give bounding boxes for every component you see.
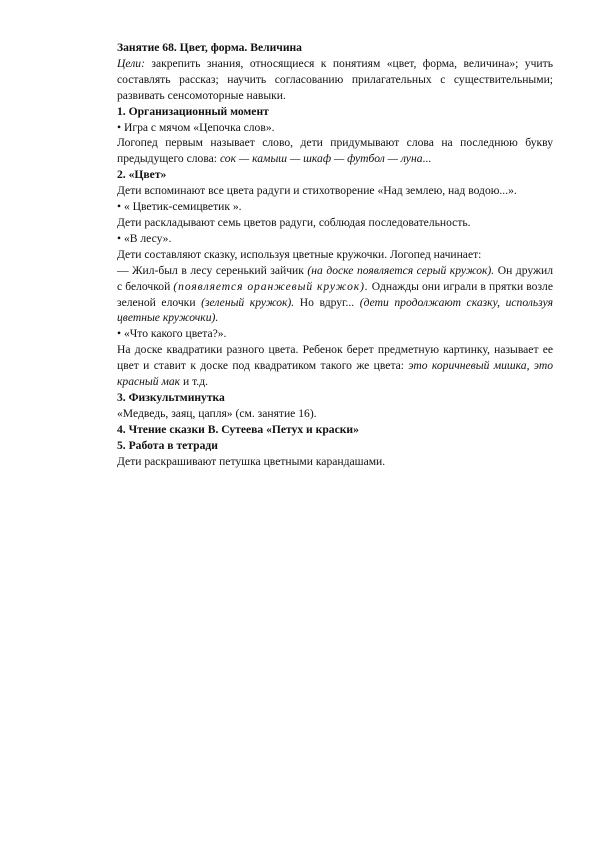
section2-text4: На доске квадратики разного цвета. Ребенок берет предметную картинку, называет ее цвет и ставит к доске под квадратиком такого же цвета:	[117, 343, 553, 373]
section2-text2: Дети раскладывают семь цветов радуги, соблюдая последовательность.	[117, 215, 471, 229]
section5-heading: 5. Работа в тетради	[117, 438, 218, 452]
goals-text: закрепить знания, относящиеся к понятиям «цвет, форма, величина»; учить составлять рассказ; научить согласованию прилагательных с существительными; развивать сенсомоторные навыки.	[117, 56, 553, 102]
goals-label: Цели:	[117, 56, 145, 70]
story-d: (появляется оранжевый кружок).	[173, 279, 369, 293]
lesson-title: Занятие 68. Цвет, форма. Величина	[117, 41, 302, 54]
section1-text: Логопед первым называет слово, дети придумывают слова на последнюю букву предыдущего слова:	[117, 136, 553, 166]
section3-heading: 3. Физкультминутка	[117, 390, 225, 404]
section2-text3: Дети составляют сказку, используя цветные кружочки. Логопед начинает:	[117, 247, 482, 261]
section1-game: • Игра с мячом «Цепочка слов».	[117, 120, 275, 134]
story-g: Но вдруг...	[294, 295, 360, 309]
section2-item2: • «В лесу».	[117, 231, 172, 245]
section2-item3: • «Что какого цвета?».	[117, 327, 227, 341]
goals-paragraph	[117, 56, 553, 104]
story-a: — Жил-был в лесу серенький зайчик	[117, 263, 308, 277]
section3-text: «Медведь, заяц, цапля» (см. занятие 16).	[117, 406, 317, 420]
story-e: Однажды они играли в прятки возле зеленой елочки	[117, 279, 553, 309]
document-body	[117, 40, 553, 469]
story-h: (дети продолжают сказку, используя цветные кружочки).	[117, 295, 553, 325]
section2-text4-end: и т.д.	[180, 375, 208, 389]
section1-paragraph	[117, 135, 553, 167]
story-c: Он дружил с белочкой	[117, 263, 553, 293]
section5-text: Дети раскрашивают петушка цветными карандашами.	[117, 454, 386, 468]
section2-heading: 2. «Цвет»	[117, 168, 167, 182]
word-chain-end: ...	[422, 152, 432, 166]
story-b: (на доске появляется серый кружок).	[307, 263, 495, 277]
section4-heading: 4. Чтение сказки В. Сутеева «Петух и краски»	[117, 422, 359, 436]
story-paragraph	[117, 263, 553, 327]
section2-item1: • « Цветик-семицветик ».	[117, 200, 242, 214]
story-f: (зеленый кружок).	[201, 295, 295, 309]
section2-text4-italic: это коричневый мишка, это красный мак	[117, 359, 553, 389]
section1-heading: 1. Организационный момент	[117, 104, 269, 118]
section2-text4-paragraph	[117, 342, 553, 390]
word-chain: сок — камыш — шкаф — футбол — луна	[219, 152, 423, 166]
section2-text1: Дети вспоминают все цвета радуги и стихотворение «Над землею, над водою...».	[117, 184, 517, 198]
